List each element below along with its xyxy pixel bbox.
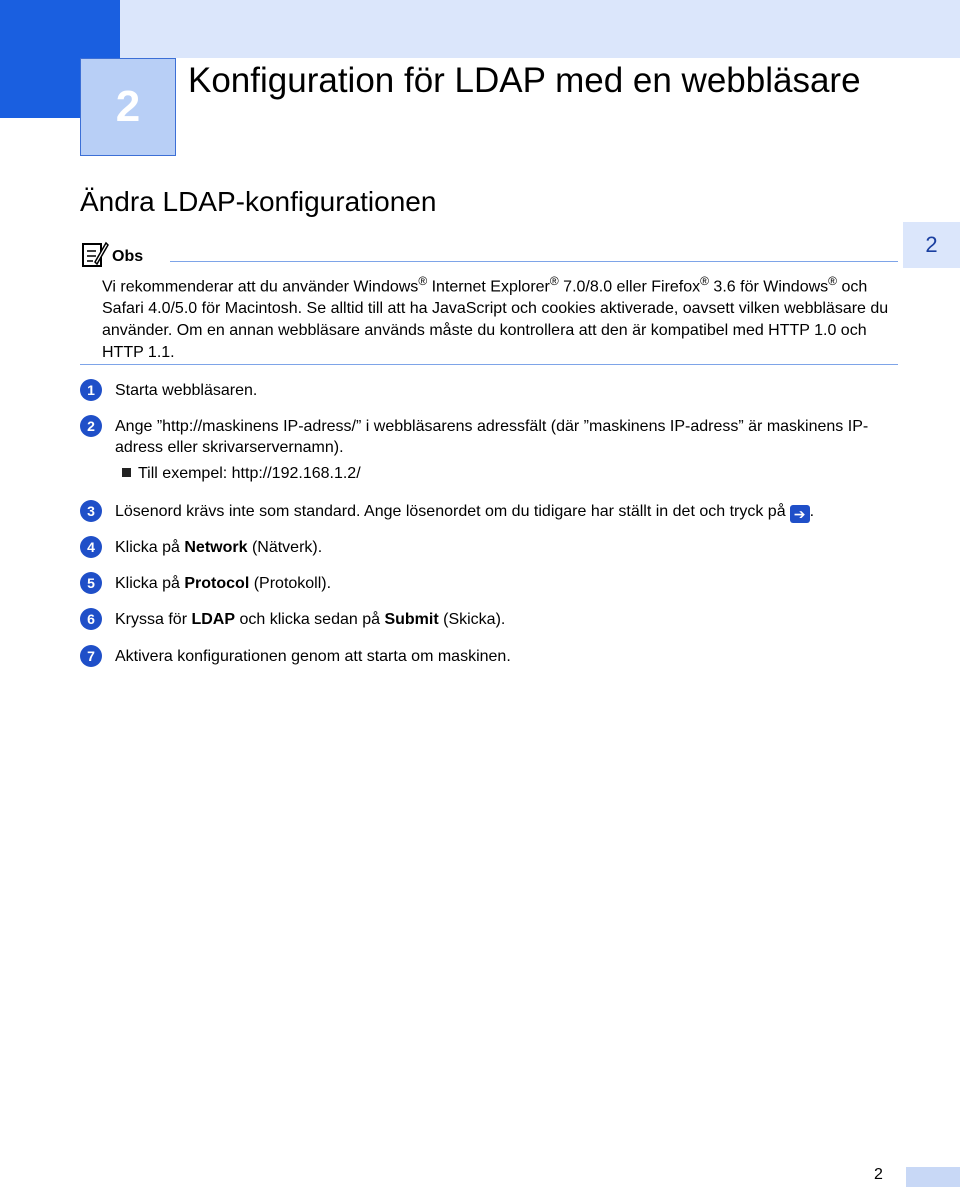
step-text: Lösenord krävs inte som standard. Ange lösenordet om du tidigare har ställt in det och tryck på xyxy=(115,503,786,520)
chapter-title: Konfiguration för LDAP med en webbläsare xyxy=(188,61,861,100)
note-text xyxy=(102,270,902,364)
step-text: Aktivera konfigurationen genom att starta om maskinen. xyxy=(115,648,511,665)
arrow-right-icon: ➔ xyxy=(790,505,810,523)
note-text-5: och Safari 4.0/5.0 för Macintosh. Se alltid till att ha JavaScript och cookies aktiverade, oavsett vilken webbläsare du använder. Om en annan webbläsare används måste du kontrollera att den är kompatibel med HTTP 1.0 och HTTP 1.1. xyxy=(102,278,889,362)
footer-bar xyxy=(906,1167,960,1187)
ui-term: Network xyxy=(184,539,248,556)
note-pencil-icon xyxy=(81,240,109,268)
registered-mark: ® xyxy=(549,274,559,288)
page-number: 2 xyxy=(874,1166,883,1183)
example-item xyxy=(122,465,361,483)
note-text-4: 3.6 för Windows xyxy=(708,278,829,296)
step-end: . xyxy=(809,503,815,520)
step-text: (Protokoll). xyxy=(249,575,332,592)
step-number: 5 xyxy=(80,572,102,594)
ui-term: Protocol xyxy=(184,575,250,592)
note-text-2: Internet Explorer xyxy=(427,278,550,296)
step-number: 4 xyxy=(80,536,102,558)
ui-term: Submit xyxy=(384,611,439,628)
step-text: (Nätverk). xyxy=(247,539,323,556)
step-text: Klicka på xyxy=(115,575,185,592)
step-text: och klicka sedan på xyxy=(235,611,385,628)
step-number: 3 xyxy=(80,500,102,522)
bullet-square-icon xyxy=(122,468,131,477)
note-bottom-divider xyxy=(80,364,898,365)
ui-term: LDAP xyxy=(191,611,236,628)
note-text-3: 7.0/8.0 eller Firefox xyxy=(558,278,701,296)
section-title: Ändra LDAP-konfigurationen xyxy=(80,186,437,217)
chapter-number: 2 xyxy=(80,58,176,156)
note-text-1: Vi rekommenderar att du använder Windows xyxy=(102,278,419,296)
registered-mark: ® xyxy=(700,274,709,288)
step-text: Klicka på xyxy=(115,539,185,556)
note-divider xyxy=(170,261,898,262)
registered-mark: ® xyxy=(418,274,428,288)
step-number: 6 xyxy=(80,608,102,630)
step-text: (Skicka). xyxy=(438,611,506,628)
step-text: Ange ”http://maskinens IP-adress/” i webbläsarens adressfält (där ”maskinens IP-adress” är maskinens IP-adress eller skrivarservernamn). xyxy=(115,418,869,456)
step-number: 1 xyxy=(80,379,102,401)
example-text: Till exempel: http://192.168.1.2/ xyxy=(138,465,361,482)
registered-mark: ® xyxy=(828,274,837,288)
step-number: 7 xyxy=(80,645,102,667)
header-band xyxy=(120,0,960,58)
side-chapter-tab: 2 xyxy=(903,222,960,268)
step-number: 2 xyxy=(80,415,102,437)
step-text: Starta webbläsaren. xyxy=(115,382,258,399)
note-label: Obs xyxy=(112,248,144,265)
step-text: Kryssa för xyxy=(115,611,192,628)
